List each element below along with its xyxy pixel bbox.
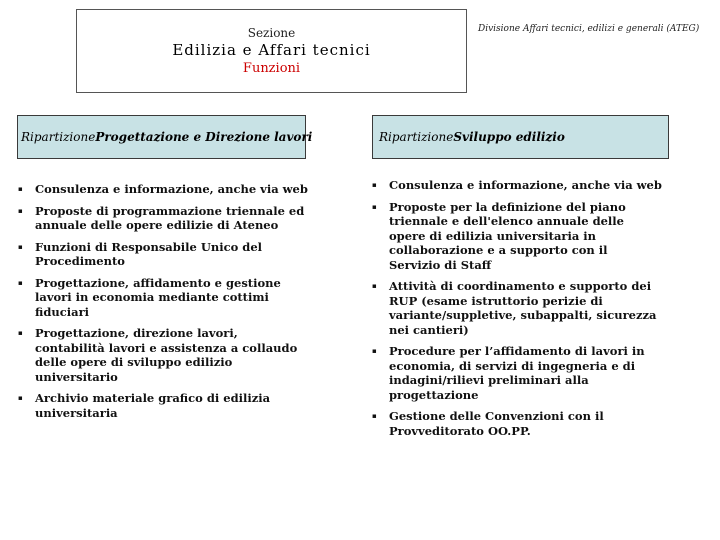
right-column-list <box>372 178 662 445</box>
bullet-icon: ▪ <box>372 412 377 420</box>
bullet-icon: ▪ <box>18 329 23 337</box>
bullet-icon: ▪ <box>18 394 23 402</box>
list-item-text: Gestione delle Convenzioni con il Provveditorato OO.PP. <box>389 409 604 438</box>
list-item-text: Archivio materiale grafico di edilizia universitaria <box>35 391 271 420</box>
list-item <box>18 182 308 197</box>
list-item-text: Attività di coordinamento e supporto dei RUP (esame istruttorio perizie di variante/suppletive, subappalti, sicurezza nei cantieri) <box>389 279 657 337</box>
section-label: Sezione <box>247 26 296 40</box>
right-column-header <box>372 115 669 159</box>
list-item-text: Progettazione, affidamento e gestione lavori in economia mediante cottimi fiduciari <box>35 275 281 319</box>
bullet-icon: ▪ <box>18 278 23 287</box>
bullet-icon: ▪ <box>372 282 377 290</box>
list-item <box>372 178 662 193</box>
bullet-icon: ▪ <box>18 242 23 251</box>
bullet-icon: ▪ <box>372 181 377 189</box>
bullet-icon: ▪ <box>18 206 23 215</box>
list-item <box>372 200 662 273</box>
list-item <box>18 276 308 320</box>
bullet-icon: ▪ <box>18 185 23 193</box>
section-title: Edilizia e Affari tecnici <box>172 41 371 59</box>
section-header-box <box>76 9 467 93</box>
list-item <box>18 326 308 384</box>
left-column-list <box>18 182 308 427</box>
bullet-icon: ▪ <box>372 202 377 211</box>
list-item <box>18 240 308 269</box>
list-item <box>372 279 662 337</box>
list-item <box>18 204 308 233</box>
list-item <box>372 409 662 438</box>
left-column-header <box>17 115 313 159</box>
right-column-name: Sviluppo edilizio <box>453 130 565 144</box>
list-item <box>18 391 308 420</box>
list-item-text: Consulenza e informazione, anche via web <box>389 178 662 192</box>
list-item-text: Proposte per la definizione del piano triennale e dell'elenco annuale delle opere di edilizia universitaria in collaborazione e a supporto con il Servizio di Staff <box>389 199 626 272</box>
left-column-name: Progettazione e Direzione lavori <box>95 130 313 144</box>
list-item-text: Progettazione, direzione lavori, contabilità lavori e assistenza a collaudo delle opere di sviluppo edilizio universitario <box>35 326 298 384</box>
list-item-text: Consulenza e informazione, anche via web <box>35 182 308 196</box>
list-item <box>372 344 662 402</box>
list-item-text: Procedure per l’affidamento di lavori in economia, di servizi di ingegneria e di indagini/rilievi preliminari alla progettazione <box>389 344 645 402</box>
bullet-icon: ▪ <box>372 347 377 355</box>
list-item-text: Funzioni di Responsabile Unico del Procedimento <box>35 239 263 268</box>
list-item-text: Proposte di programmazione triennale ed annuale delle opere edilizie di Ateneo <box>35 203 305 232</box>
left-column-prefix: Ripartizione <box>21 130 96 144</box>
section-subtitle: Funzioni <box>242 61 301 76</box>
division-label: Divisione Affari tecnici, edilizi e generali (ATEG) <box>478 24 700 34</box>
right-column-prefix: Ripartizione <box>379 130 454 144</box>
